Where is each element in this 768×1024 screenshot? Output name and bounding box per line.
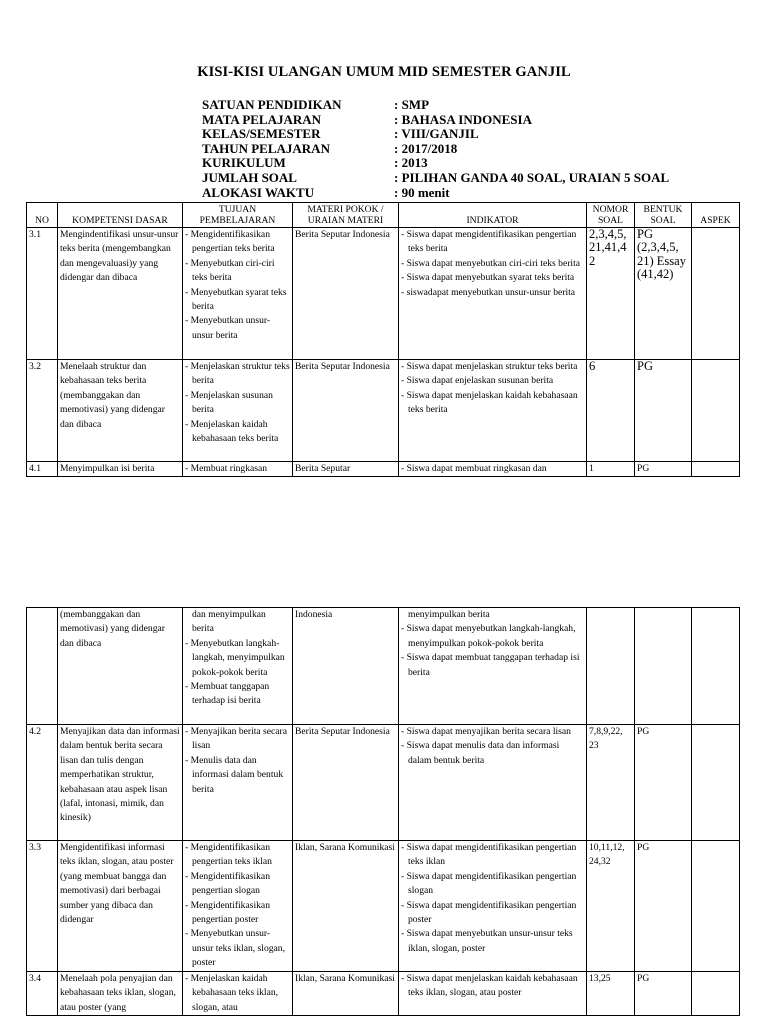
list-item: - Siswa dapat menyebutkan syarat teks berita xyxy=(401,271,584,285)
list-item: - Siswa dapat menjelaskan kaidah kebahasaan teks iklan, slogan, atau poster xyxy=(401,972,584,1001)
cell-nomor-soal xyxy=(587,608,635,725)
cell-materi: Berita Seputar Indonesia xyxy=(293,725,399,841)
list-item: - Siswa dapat mengidentifikasikan pengertian teks berita xyxy=(401,228,584,257)
list-item: - Mengidentifikasikan pengertian teks iklan xyxy=(185,841,290,870)
cell-no: 3.2 xyxy=(27,360,58,462)
cell-aspek xyxy=(692,725,740,841)
list-item: - Menjelaskan struktur teks berita xyxy=(185,360,290,389)
table-row xyxy=(27,360,740,462)
list-item: - Mengidentifikasikan pengertian poster xyxy=(185,899,290,928)
kisi-kisi-table-page1 xyxy=(26,202,740,477)
cell-tujuan xyxy=(183,841,293,972)
list-item: - Siswa dapat menjelaskan struktur teks berita xyxy=(401,360,584,374)
header-kompetensi-dasar: KOMPETENSI DASAR xyxy=(58,203,183,228)
cell-bentuk-soal: PG xyxy=(635,360,692,462)
cell-no: 3.1 xyxy=(27,228,58,360)
cell-nomor-soal: 6 xyxy=(587,360,635,462)
header-materi-pokok: MATERI POKOK / URAIAN MATERI xyxy=(293,203,399,228)
list-item: - Mengidentifikasikan pengertian slogan xyxy=(185,870,290,899)
list-item: - Membuat ringkasan xyxy=(185,462,290,476)
cell-bentuk-soal: PG xyxy=(635,462,692,477)
cell-tujuan xyxy=(183,972,293,1016)
list-item: - Menjelaskan susunan berita xyxy=(185,389,290,418)
indikator-continuation: menyimpulkan berita xyxy=(408,609,490,620)
cell-indikator xyxy=(399,608,587,725)
list-item: - Siswa dapat membuat tanggapan terhadap isi berita xyxy=(401,651,584,680)
document-title: KISI-KISI ULANGAN UMUM MID SEMESTER GANJIL xyxy=(197,64,571,80)
list-item: - Mengidentifikasikan pengertian teks berita xyxy=(185,228,290,257)
cell-kompetensi-dasar: Menelaah pola penyajian dan kebahasaan teks iklan, slogan, atau poster (yang xyxy=(58,972,183,1016)
cell-aspek xyxy=(692,462,740,477)
list-item: - Siswa dapat mengidentifikasikan pengertian poster xyxy=(401,899,584,928)
cell-aspek xyxy=(692,360,740,462)
cell-tujuan xyxy=(183,360,293,462)
cell-bentuk-soal: PG (2,3,4,5, 21) Essay (41,42) xyxy=(635,228,692,360)
list-item: - Siswa dapat mengidentifikasikan pengertian teks iklan xyxy=(401,841,584,870)
list-item: - siswadapat menyebutkan unsur-unsur berita xyxy=(401,286,584,300)
cell-materi: Berita Seputar Indonesia xyxy=(293,360,399,462)
list-item: - Siswa dapat menyebutkan ciri-ciri teks berita xyxy=(401,257,584,271)
meta-label: MATA PELAJARAN xyxy=(202,111,322,127)
cell-materi: Iklan, Sarana Komunikasi xyxy=(293,841,399,972)
tujuan-continuation: dan menyimpulkan berita xyxy=(192,609,266,635)
cell-nomor-soal: 1 xyxy=(587,462,635,477)
cell-tujuan xyxy=(183,228,293,360)
list-item: - Siswa dapat menjelaskan kaidah kebahasaan teks berita xyxy=(401,389,584,418)
meta-value: : BAHASA INDONESIA xyxy=(394,111,532,127)
cell-no: 3.4 xyxy=(27,972,58,1016)
cell-indikator xyxy=(399,462,587,477)
cell-indikator xyxy=(399,228,587,360)
cell-kompetensi-dasar: Mengindentifikasi unsur-unsur teks berita (mengembangkan dan mengevaluasi)y yang didengar dan dibaca xyxy=(58,228,183,360)
cell-kompetensi-dasar: Menyajikan data dan informasi dalam bentuk berita secara lisan dan tulis dengan memperhatikan struktur, kebahasaan atau aspek lisan (lafal, intonasi, mimik, dan kinesik) xyxy=(58,725,183,841)
meta-label: KURIKULUM xyxy=(202,155,286,171)
list-item: - Menyajikan berita secara lisan xyxy=(185,725,290,754)
list-item: - Menjelaskan kaidah kebahasaan teks berita xyxy=(185,418,290,447)
cell-nomor-soal: 7,8,9,22, 23 xyxy=(587,725,635,841)
cell-materi: Iklan, Sarana Komunikasi xyxy=(293,972,399,1016)
list-item: - Membuat tanggapan terhadap isi berita xyxy=(185,680,290,709)
cell-kompetensi-dasar: Mengidentifikasi informasi teks iklan, slogan, atau poster (yang membuat bangga dan memotivasi) dari berbagai sumber yang dibaca dan didengar xyxy=(58,841,183,972)
cell-kompetensi-dasar: Menyimpulkan isi berita xyxy=(58,462,183,477)
table-row xyxy=(27,462,740,477)
header-aspek: ASPEK xyxy=(692,203,740,228)
cell-nomor-soal: 2,3,4,5, 21,41,4 2 xyxy=(587,228,635,360)
meta-value: : 2013 xyxy=(394,155,428,171)
cell-indikator xyxy=(399,725,587,841)
cell-materi: Berita Seputar Indonesia xyxy=(293,228,399,360)
cell-bentuk-soal: PG xyxy=(635,725,692,841)
table-row xyxy=(27,725,740,841)
cell-tujuan xyxy=(183,608,293,725)
meta-label: ALOKASI WAKTU xyxy=(202,184,315,200)
cell-tujuan xyxy=(183,462,293,477)
list-item: - Menyebutkan syarat teks berita xyxy=(185,286,290,315)
cell-bentuk-soal xyxy=(635,608,692,725)
header-no: NO xyxy=(27,203,58,228)
cell-aspek xyxy=(692,228,740,360)
list-item: - Menyebutkan langkah-langkah, menyimpulkan pokok-pokok berita xyxy=(185,637,290,680)
cell-indikator xyxy=(399,841,587,972)
cell-materi: Indonesia xyxy=(293,608,399,725)
cell-indikator xyxy=(399,972,587,1016)
list-item: - Siswa dapat menulis data dan informasi dalam bentuk berita xyxy=(401,739,584,768)
meta-value: : 2017/2018 xyxy=(394,140,458,156)
header-nomor-soal: NOMOR SOAL xyxy=(587,203,635,228)
list-item: - Menyebutkan ciri-ciri teks berita xyxy=(185,257,290,286)
list-item: - Menyebutkan unsur-unsur berita xyxy=(185,314,290,343)
meta-label: SATUAN PENDIDIKAN xyxy=(202,97,342,112)
list-item: - Siswa dapat menyebutkan langkah-langkah, menyimpulkan pokok-pokok berita xyxy=(401,622,584,651)
list-item: - Menjelaskan kaidah kebahasaan teks iklan, slogan, atau xyxy=(185,972,290,1015)
list-item: - Siswa dapat menyebutkan unsur-unsur teks iklan, slogan, poster xyxy=(401,927,584,956)
cell-no xyxy=(27,608,58,725)
table-row xyxy=(27,228,740,360)
list-item: - Siswa dapat mengidentifikasikan pengertian slogan xyxy=(401,870,584,899)
list-item: - Menulis data dan informasi dalam bentuk berita xyxy=(185,754,290,797)
meta-label: KELAS/SEMESTER xyxy=(202,126,321,142)
cell-bentuk-soal: PG xyxy=(635,841,692,972)
cell-no: 3.3 xyxy=(27,841,58,972)
meta-value: : SMP xyxy=(394,97,430,112)
header-indikator: INDIKATOR xyxy=(399,203,587,228)
cell-kompetensi-dasar: (membanggakan dan memotivasi) yang didengar dan dibaca xyxy=(58,608,183,725)
cell-bentuk-soal: PG xyxy=(635,972,692,1016)
meta-value: : 90 menit xyxy=(394,184,450,200)
table-row xyxy=(27,972,740,1016)
cell-nomor-soal: 13,25 xyxy=(587,972,635,1016)
cell-materi: Berita Seputar xyxy=(293,462,399,477)
cell-tujuan xyxy=(183,725,293,841)
list-item: - Menyebutkan unsur-unsur teks iklan, slogan, poster xyxy=(185,927,290,970)
table-row xyxy=(27,608,740,725)
cell-aspek xyxy=(692,608,740,725)
cell-indikator xyxy=(399,360,587,462)
meta-label: JUMLAH SOAL xyxy=(202,169,297,185)
cell-no: 4.2 xyxy=(27,725,58,841)
table-header-row xyxy=(27,203,740,228)
meta-value: : PILIHAN GANDA 40 SOAL, URAIAN 5 SOAL xyxy=(394,169,670,185)
cell-aspek xyxy=(692,841,740,972)
meta-value: : VIII/GANJIL xyxy=(394,126,479,142)
header-tujuan-pembelajaran: TUJUAN PEMBELAJARAN xyxy=(183,203,293,228)
header-bentuk-soal: BENTUK SOAL xyxy=(635,203,692,228)
cell-nomor-soal: 10,11,12, 24,32 xyxy=(587,841,635,972)
list-item: - Siswa dapat membuat ringkasan dan xyxy=(401,462,584,476)
meta-label: TAHUN PELAJARAN xyxy=(202,140,330,156)
cell-kompetensi-dasar: Menelaah struktur dan kebahasaan teks berita (membanggakan dan memotivasi) yang didengar dan dibaca xyxy=(58,360,183,462)
list-item: - Siswa dapat menyajikan berita secara lisan xyxy=(401,725,584,739)
table-row xyxy=(27,841,740,972)
cell-aspek xyxy=(692,972,740,1016)
list-item: - Siswa dapat enjelaskan susunan berita xyxy=(401,374,584,388)
cell-no: 4.1 xyxy=(27,462,58,477)
kisi-kisi-table-page2 xyxy=(26,607,740,1016)
